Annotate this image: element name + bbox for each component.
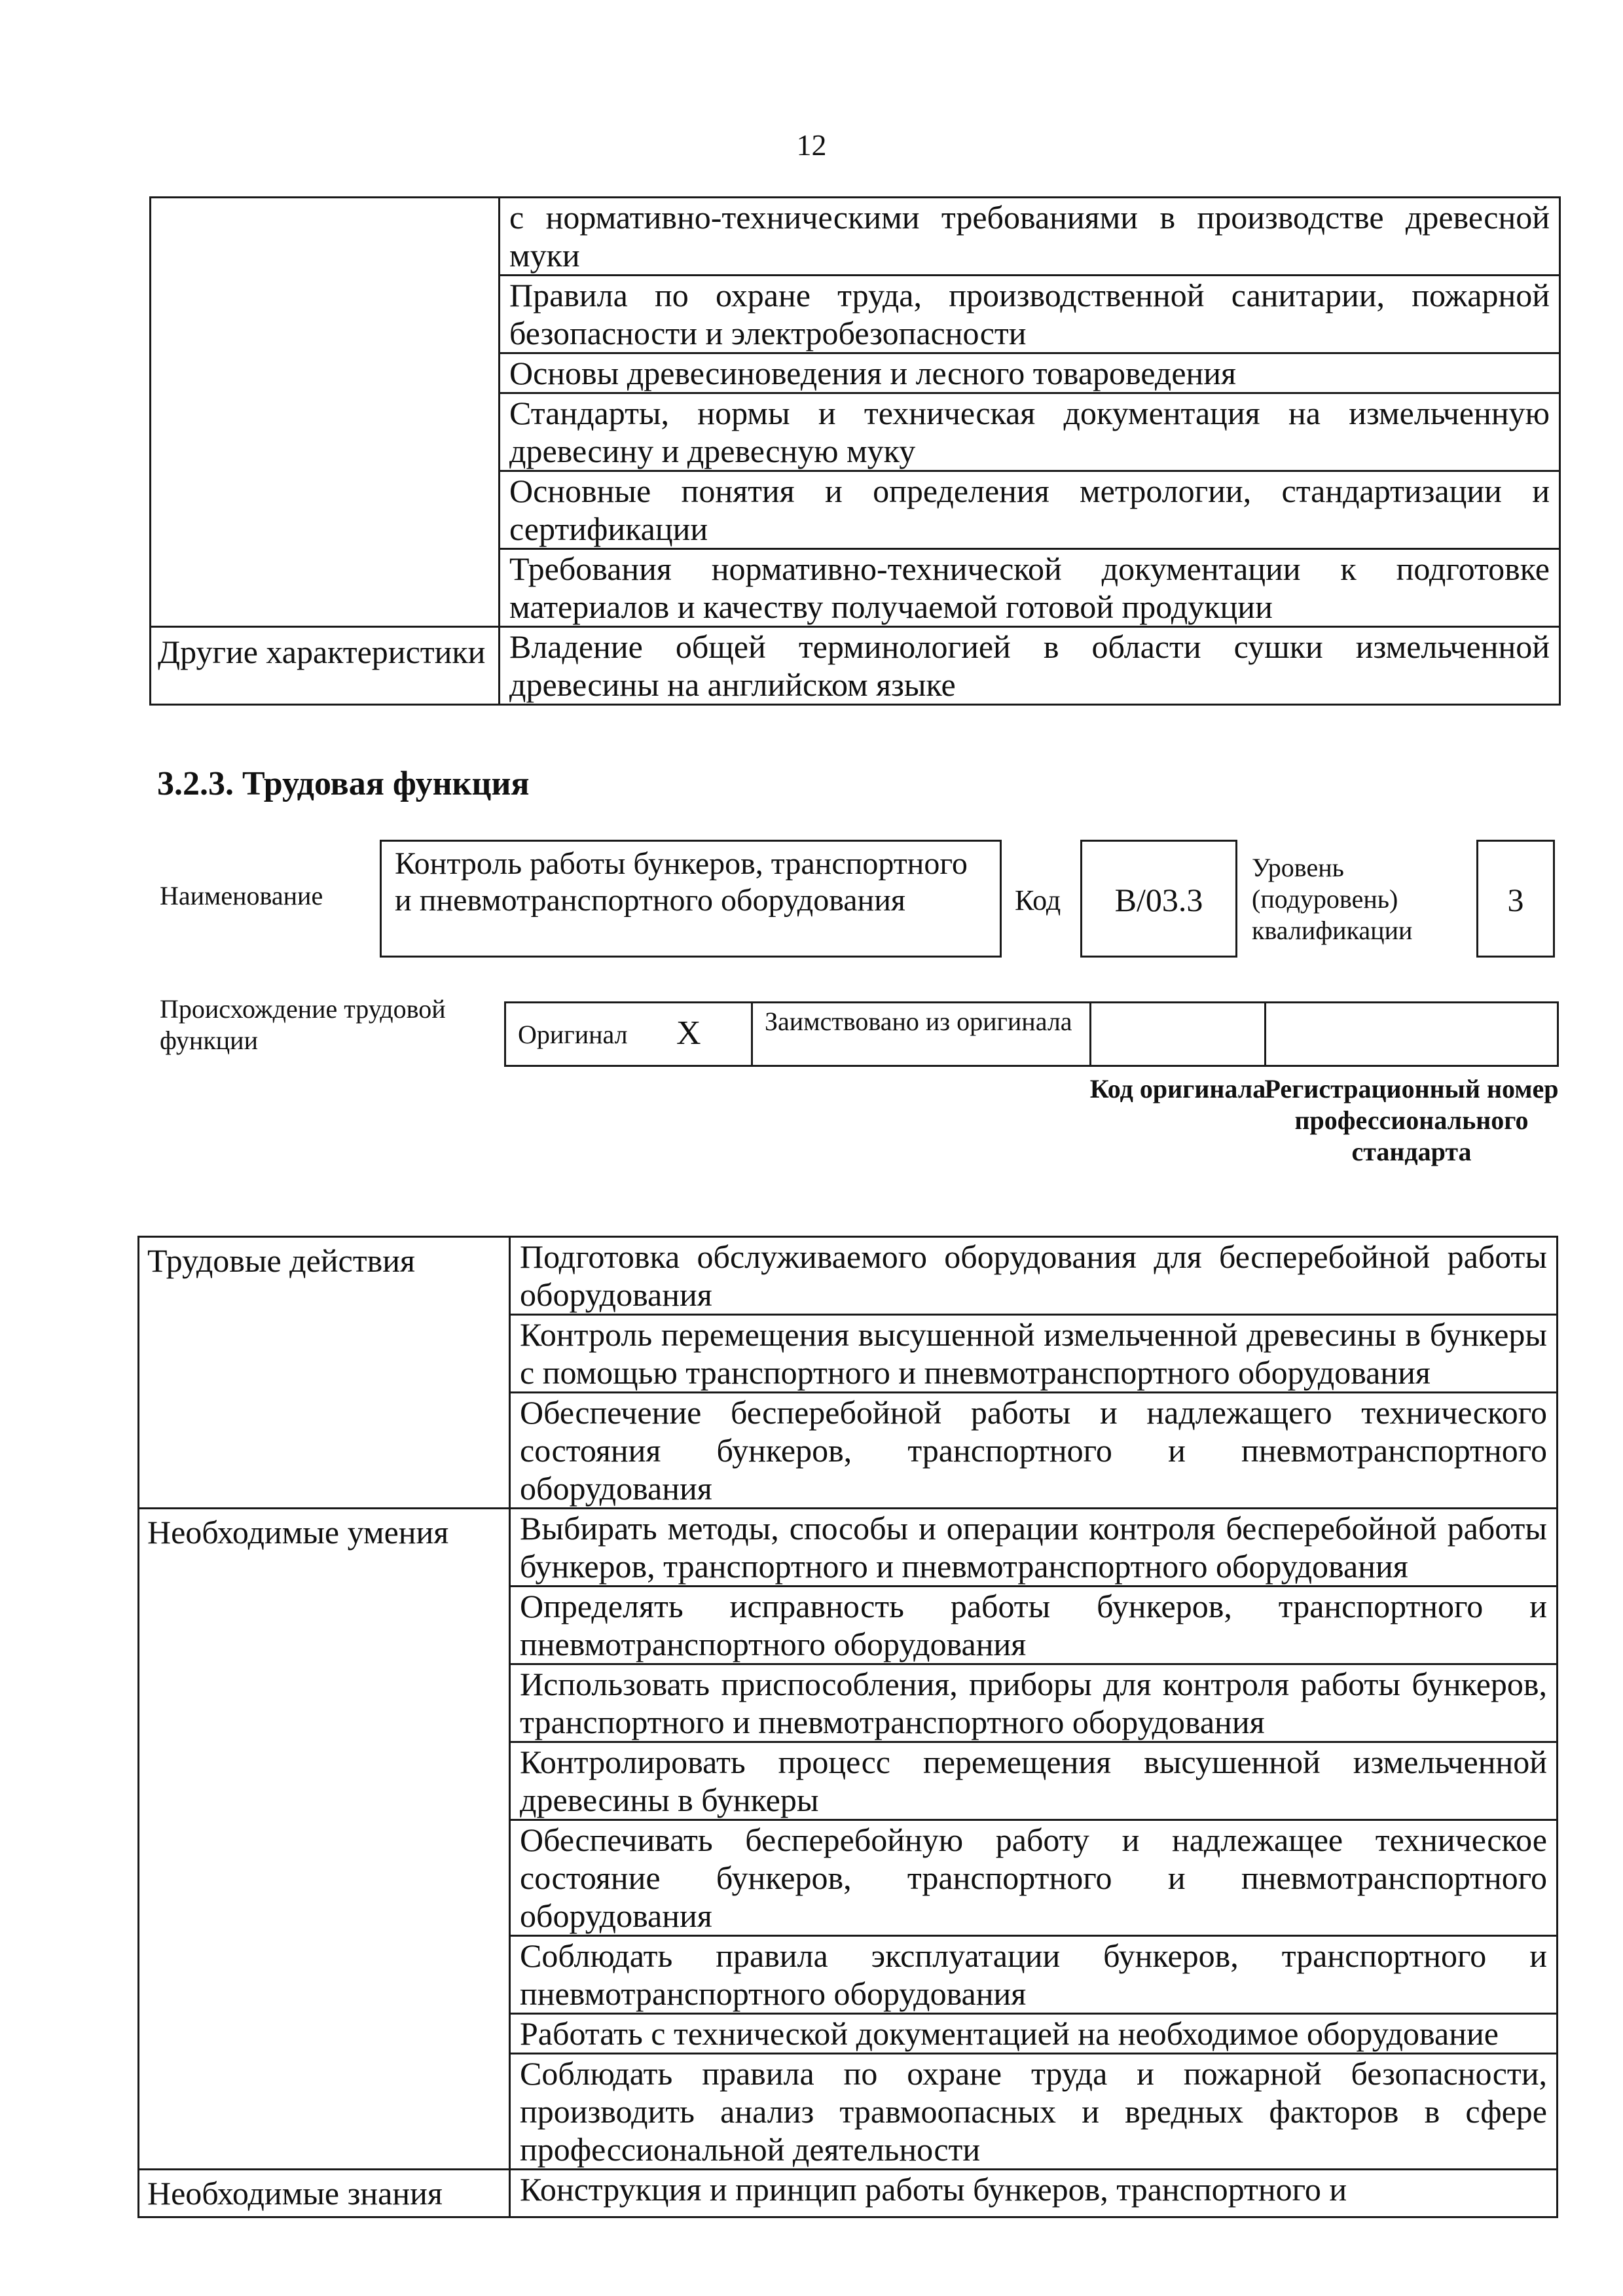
table-row: [139, 1237, 1558, 1315]
reg-caption: Регистрационный номер профессионального стандарта: [1264, 1074, 1559, 1166]
labor-function-table: [137, 1236, 1558, 2218]
table-cell: Контролировать процесс перемещения высушенной измельченной древесины в бункеры: [510, 1742, 1558, 1820]
table-cell: Использовать приспособления, приборы для контроля работы бункеров, транспортного и пневмотранспортного оборудования: [510, 1664, 1558, 1742]
table-cell: Владение общей терминологией в области сушки измельченной древесины на английском языке: [500, 627, 1560, 705]
table-cell: Определять исправность работы бункеров, транспортного и пневмотранспортного оборудования: [510, 1587, 1558, 1664]
name-label: Наименование: [160, 881, 323, 910]
table-cell: Соблюдать правила эксплуатации бункеров, транспортного и пневмотранспортного оборудования: [510, 1936, 1558, 2014]
original-label: Оригинал: [518, 1020, 628, 1049]
table-row: [139, 1509, 1558, 1587]
table-row: [151, 627, 1560, 705]
row-label-empty: [151, 198, 500, 627]
knowledge-table-continued: [149, 196, 1561, 706]
section-title: 3.2.3. Трудовая функция: [157, 765, 530, 802]
row-label-skills: Необходимые умения: [139, 1509, 510, 2170]
borrowed-label: Заимствовано из оригинала: [765, 1007, 1072, 1036]
function-name-box: [380, 840, 1002, 958]
table-cell: Обеспечение бесперебойной работы и надлежащего технического состояния бункеров, транспортного и пневмотранспортного оборудования: [510, 1393, 1558, 1509]
code-box: [1080, 840, 1237, 958]
table-cell: Требования нормативно-технической документации к подготовке материалов и качеству получаемой готовой продукции: [500, 549, 1560, 627]
table-cell: Конструкция и принцип работы бункеров, транспортного и: [510, 2170, 1558, 2217]
table-cell: Подготовка обслуживаемого оборудования для бесперебойной работы оборудования: [510, 1237, 1558, 1315]
level-value: 3: [1507, 882, 1524, 918]
level-box: [1476, 840, 1555, 958]
level-label: Уровень (подуровень) квалификации: [1252, 853, 1413, 945]
code-caption: Код оригинала: [1089, 1074, 1266, 1103]
row-label-knowledge: Необходимые знания: [139, 2170, 510, 2217]
table-cell: с нормативно-техническими требованиями в производстве древесной муки: [500, 198, 1560, 276]
table-cell: Правила по охране труда, производственной санитарии, пожарной безопасности и электробезопасности: [500, 276, 1560, 353]
origin-label: Происхождение трудовой функции: [160, 994, 446, 1055]
table-cell: Соблюдать правила по охране труда и пожарной безопасности, производить анализ травмоопасных и вредных факторов в сфере профессиональной деятельности: [510, 2054, 1558, 2170]
table-cell: Стандарты, нормы и техническая документация на измельченную древесину и древесную муку: [500, 393, 1560, 471]
table-cell: Контроль перемещения высушенной измельченной древесины в бункеры с помощью транспортного и пневмотранспортного оборудования: [510, 1315, 1558, 1393]
original-mark: X: [676, 1014, 701, 1052]
table-cell: Работать с технической документацией на необходимое оборудование: [510, 2014, 1558, 2054]
page-number: 12: [796, 128, 827, 162]
row-label-other-characteristics: Другие характеристики: [151, 627, 500, 705]
original-cell: [504, 1001, 753, 1067]
borrowed-cell: [751, 1001, 1091, 1067]
original-code-cell: [1089, 1001, 1266, 1067]
reg-number-cell: [1264, 1001, 1559, 1067]
row-label-actions: Трудовые действия: [139, 1237, 510, 1509]
table-cell: Выбирать методы, способы и операции контроля бесперебойной работы бункеров, транспортного и пневмотранспортного оборудования: [510, 1509, 1558, 1587]
table-cell: Основные понятия и определения метрологии, стандартизации и сертификации: [500, 471, 1560, 549]
table-cell: Обеспечивать бесперебойную работу и надлежащее техническое состояние бункеров, транспортного и пневмотранспортного оборудования: [510, 1820, 1558, 1936]
table-cell: Основы древесиноведения и лесного товароведения: [500, 353, 1560, 393]
code-label: Код: [1015, 884, 1061, 916]
table-row: [151, 198, 1560, 276]
code-value: B/03.3: [1114, 882, 1203, 918]
table-row: [139, 2170, 1558, 2217]
function-name-value: Контроль работы бункеров, транспортного и пневмотранспортного оборудования: [395, 846, 968, 918]
